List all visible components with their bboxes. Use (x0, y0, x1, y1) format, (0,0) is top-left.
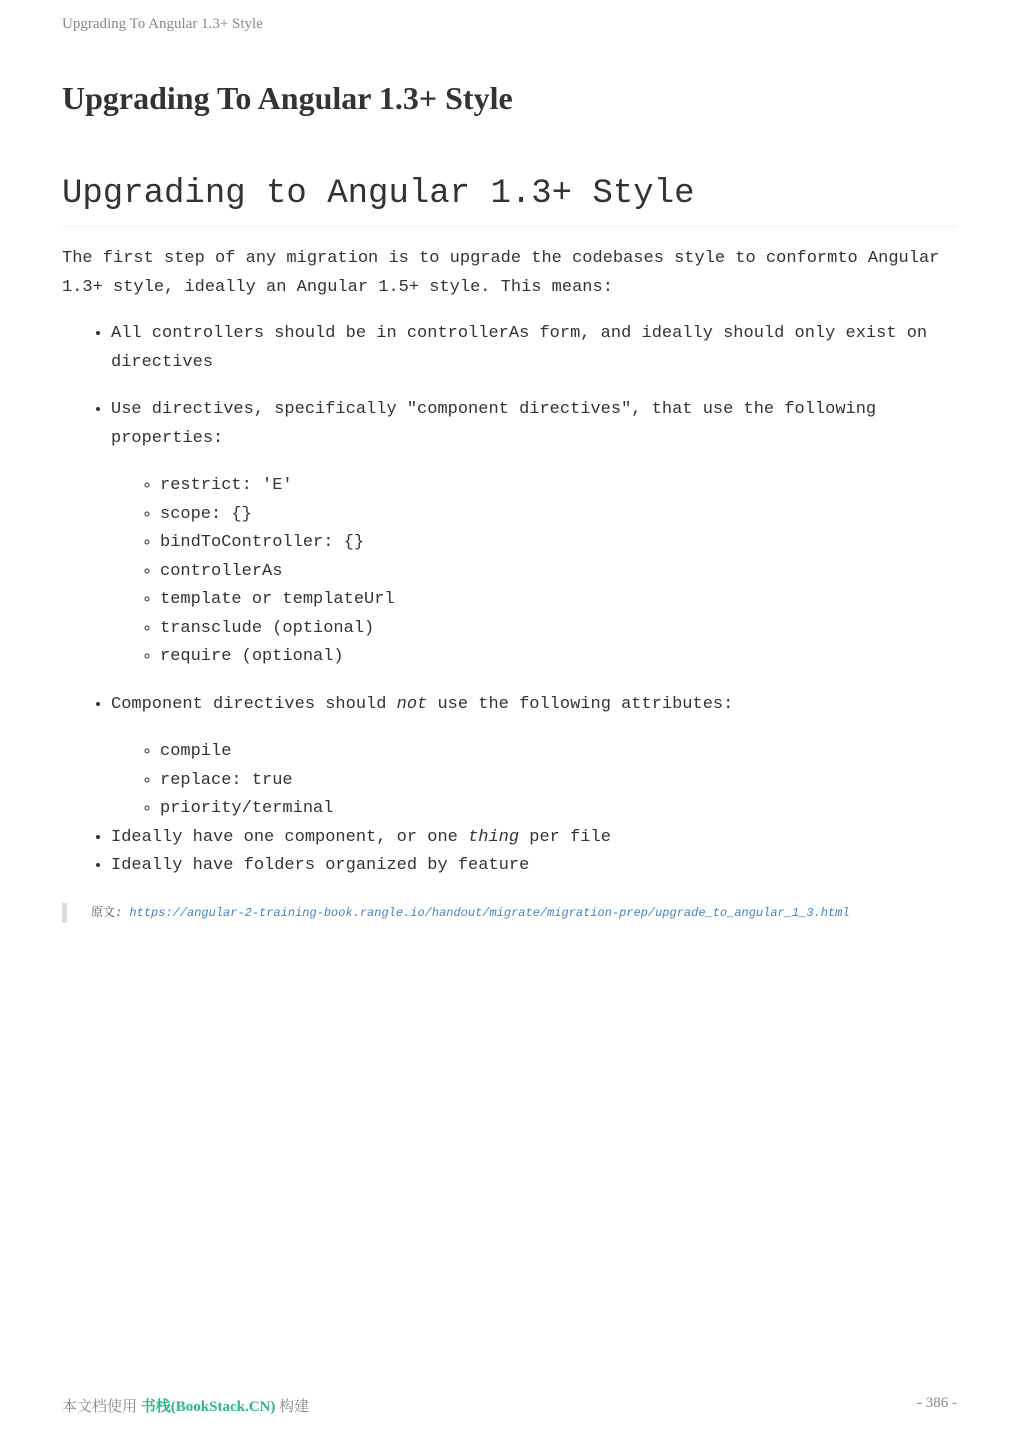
list-item: • All controllers should be in controllerAs form, and ideally should only exist on directives (111, 320, 957, 377)
list-item: • Ideally have one component, or one thing per file (111, 824, 957, 853)
source-label: 原文 (91, 905, 116, 920)
list-item: ◦ priority/terminal (160, 795, 957, 824)
section-heading: Upgrading to Angular 1.3+ Style (62, 172, 957, 227)
page-title: Upgrading To Angular 1.3+ Style (62, 80, 513, 116)
list-item: • Ideally have folders organized by feature (111, 852, 957, 881)
article-body (62, 172, 957, 923)
list-item: ◦ scope: {} (160, 501, 957, 530)
list-item: • Use directives, specifically "component directives", that use the following properties: ◦ restrict: 'E' ◦ scope: {} ◦ bindToController: {} ◦ controllerAs ◦ template or templateUrl ◦ transclude (optional) ◦ require (optional) (111, 396, 957, 672)
properties-sublist (111, 472, 957, 672)
attributes-sublist (111, 738, 957, 824)
list-item: ◦ template or templateUrl (160, 586, 957, 615)
list-item: ◦ compile (160, 738, 957, 767)
bookstack-link[interactable]: 书栈(BookStack.CN) (140, 1399, 276, 1415)
list-item: ◦ restrict: 'E' (160, 472, 957, 501)
source-link[interactable]: https://angular-2-training-book.rangle.io/handout/migrate/migration-prep/upgrade_to_angular_1_3.html (129, 905, 850, 920)
footer-credit: 本文档使用 书栈(BookStack.CN) 构建 (62, 1399, 310, 1415)
requirements-list (62, 320, 957, 881)
list-item: • Component directives should not use the following attributes: ◦ compile ◦ replace: true ◦ priority/terminal (111, 691, 957, 824)
list-item: ◦ bindToController: {} (160, 529, 957, 558)
list-item: ◦ require (optional) (160, 643, 957, 672)
source-blockquote: 原文: https://angular-2-training-book.rangle.io/handout/migrate/migration-prep/upgrade_to_angular_1_3.html (62, 903, 957, 923)
list-item: ◦ replace: true (160, 767, 957, 796)
list-item: ◦ controllerAs (160, 558, 957, 587)
intro-paragraph: The first step of any migration is to upgrade the codebases style to conformto Angular 1.3+ style, ideally an Angular 1.5+ style. This means: (62, 249, 940, 297)
page-number: - 386 - (917, 1395, 957, 1411)
running-header: Upgrading To Angular 1.3+ Style (62, 16, 263, 32)
list-item: ◦ transclude (optional) (160, 615, 957, 644)
